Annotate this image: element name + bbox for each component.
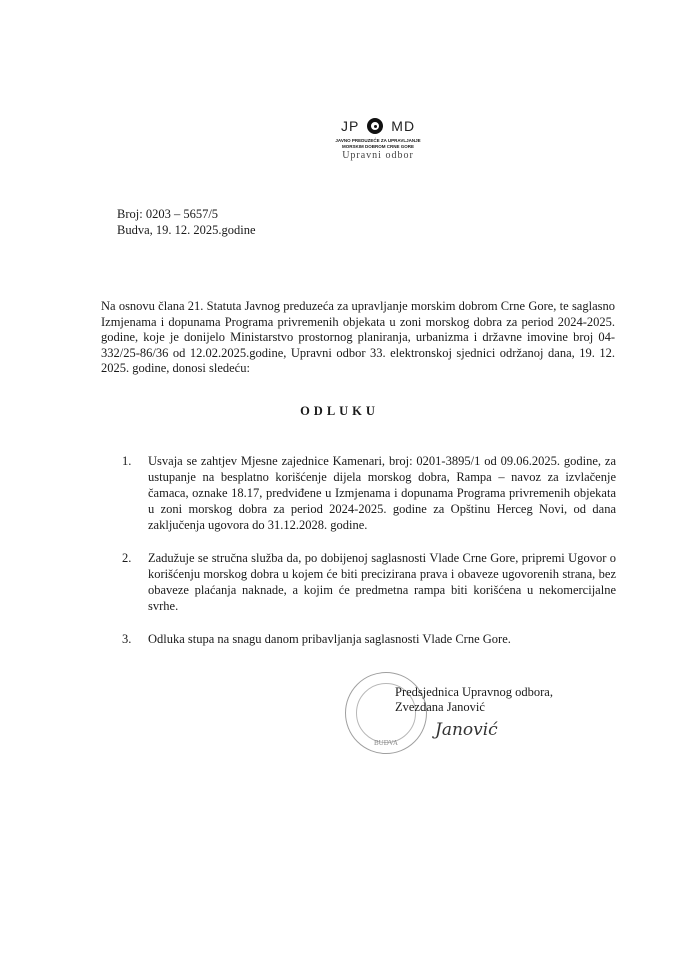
item-text: Zadužuje se stručna služba da, po dobijenoj saglasnosti Vlade Crne Gore, pripremi Ugovor o korišćenju morskog dobra u kojem će biti precizirana prava i obaveze ugovorenih strana, bez obaveze plaćanja naknade, a kojim će predmetna rampa biti korišćena u nekomercijalne svrhe. <box>148 551 616 613</box>
document-number: Broj: 0203 – 5657/5 <box>117 207 219 221</box>
stamp-text: BUDVA <box>374 739 398 747</box>
signatory-name: Zvezdana Janović <box>395 700 485 714</box>
place-date: Budva, 19. 12. 2025.godine <box>117 223 256 237</box>
shell-logo-icon <box>367 118 383 134</box>
list-item <box>122 550 616 614</box>
preamble: Na osnovu člana 21. Statuta Javnog preduzeća za upravljanje morskim dobrom Crne Gore, te saglasno Izmjenama i dopunama Programa privremenih objekata u zoni morskog dobra za period 2024-2025. godine, koje je donijelo Ministarstvo prostornog planiranja, urbanizma i državne imovine broj 04-332/25-86/36 od 12.02.2025.godine, Upravni odbor 33. elektronskoj sjednici održanoj dana, 19. 12. 2025. godine, donosi sledeću: <box>101 299 615 375</box>
item-text: Usvaja se zahtjev Mjesne zajednice Kamenari, broj: 0201-3895/1 od 09.06.2025. godine, za ustupanje na besplatno korišćenje dijela morskog dobra, Rampa – navoz za izvlačenje čamaca, oznake 18.17, predviđene u Izmjenama i dopunama Programa privremenih objekata u zoni morskog dobra za period 2024-2025. godine za Opštinu Herceg Novi, od dana zaključenja ugovora do 31.12.2028. godine. <box>148 454 616 532</box>
item-text: Odluka stupa na snagu danom pribavljanja saglasnosti Vlade Crne Gore. <box>148 632 511 646</box>
org-name-line2: MORSKIM DOBROM CRNE GORE <box>342 144 414 149</box>
signatory-role: Predsjednica Upravnog odbora, <box>395 685 553 699</box>
item-number: 1. <box>122 454 132 468</box>
logo-text-right: MD <box>391 118 416 134</box>
reference-block <box>117 206 256 238</box>
decision-list <box>122 453 616 664</box>
list-item <box>122 631 616 647</box>
signature-block <box>395 685 553 715</box>
company-logo <box>333 118 423 161</box>
board-name: Upravni odbor <box>342 150 414 161</box>
logo-text-left: JP <box>340 118 360 134</box>
list-item <box>122 453 616 533</box>
org-name-line1: JAVNO PREDUZEĆE ZA UPRAVLJANJE <box>335 138 421 143</box>
item-number: 2. <box>122 551 132 565</box>
document-title: ODLUKU <box>300 404 379 418</box>
handwritten-signature: Janović <box>435 720 498 740</box>
item-number: 3. <box>122 632 132 646</box>
